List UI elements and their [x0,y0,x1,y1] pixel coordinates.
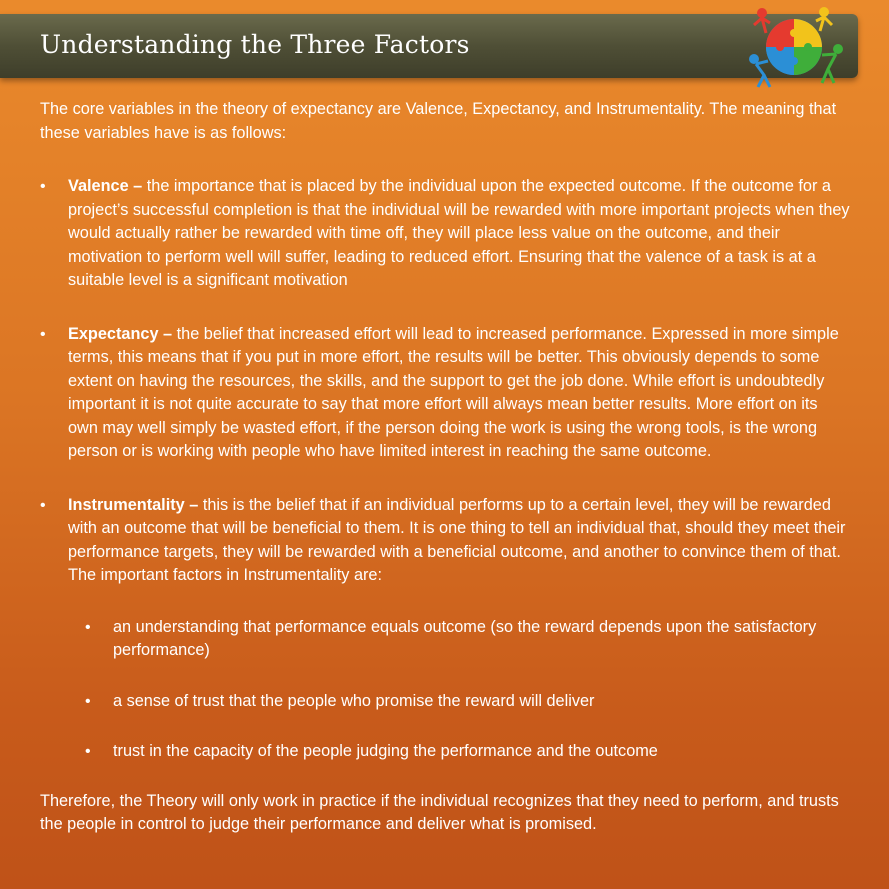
factor-description: the belief that increased effort will lead to increased performance. Expressed in more simple terms, this means that if you put in more effort, the results will be better. This obviously depends to some extent on having the resources, the skills, and the support to get the job done. While effort is undoubtedly important it is not quite accurate to say that more effort will always mean better results. More effort on its own may well simply be wasted effort, if the person doing the work is using the wrong tools, is the wrong person or is working with people who have limited interest in reaching the same outcome. [68,324,839,460]
factor-instrumentality [40,494,850,764]
sublist-item: • trust in the capacity of the people judging the performance and the outcome [68,740,850,764]
factor-term: Instrumentality – [68,495,199,514]
factor-valence [40,175,850,293]
factor-list [40,175,850,764]
conclusion-paragraph: Therefore, the Theory will only work in practice if the individual recognizes that they need to perform, and trusts the people in control to judge their performance and deliver what is promised. [40,791,839,833]
puzzle-people-icon [742,3,852,89]
instrumentality-sublist [68,616,850,764]
factor-description: this is the belief that if an individual performs up to a certain level, they will be rewarded with an outcome that will be beneficial to them. It is one thing to tell an individual that, should they meet their performance targets, they will be rewarded with a beneficial outcome, and another to convince them of that. The important factors in Instrumentality are: [68,495,846,584]
factor-term: Valence – [68,177,143,195]
slide-title: Understanding the Three Factors [40,30,470,59]
factor-expectancy [40,323,850,464]
slide-body [40,98,850,837]
factor-term: Expectancy – [68,324,173,343]
title-bar [0,14,858,78]
intro-paragraph: The core variables in the theory of expectancy are Valence, Expectancy, and Instrumentality. The meaning that these variables have is as follows: [40,100,837,142]
factor-description: the importance that is placed by the individual upon the expected outcome. If the outcome for a project’s successful completion is that the individual will be rewarded with more important projects when they would actually rather be rewarded with time off, they will place less value on the outcome, and their motivation to perform well will suffer, leading to reduced effort. Ensuring that the valence of a task is at a suitable level is a significant motivation [68,177,850,289]
sublist-item: • an understanding that performance equals outcome (so the reward depends upon the satisfactory performance) [68,616,850,663]
sublist-item: • a sense of trust that the people who promise the reward will deliver [68,690,850,714]
